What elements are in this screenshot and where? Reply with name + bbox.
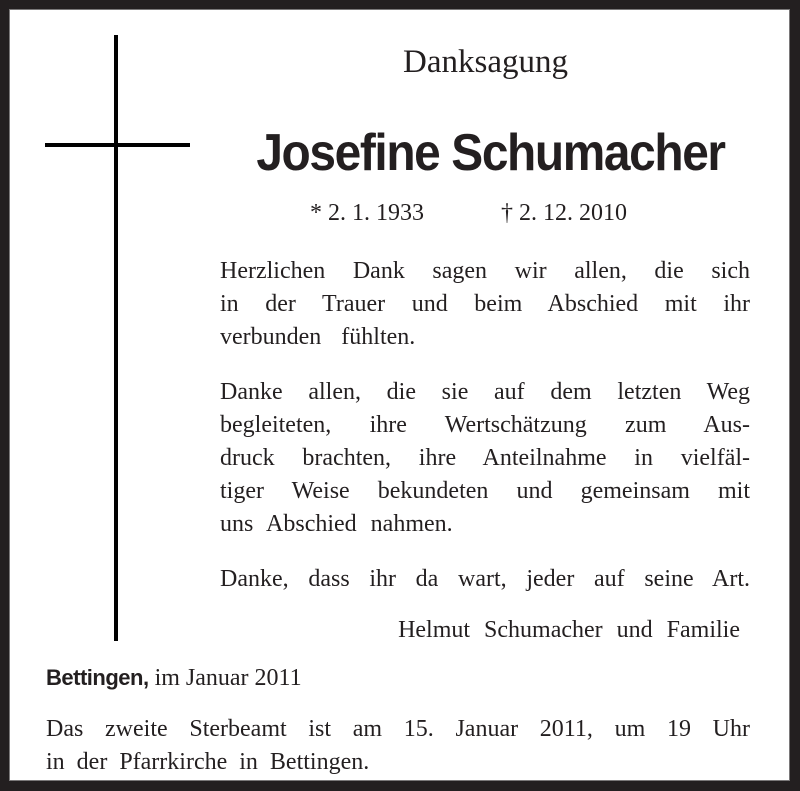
text-line: in der Trauer und beim Abschied mit ihr [220, 291, 750, 317]
text-line: druck brachten, ihre Anteilnahme in vielfäl- [220, 445, 750, 471]
text-line: Das zweite Sterbeamt ist am 15. Januar 2011, um 19 Uhr [46, 716, 750, 742]
text-line: in der Pfarrkirche in Bettingen. [46, 749, 370, 775]
thanks-paragraph-3 [220, 563, 750, 596]
deceased-name: Josefine Schumacher [256, 124, 725, 182]
service-notice [46, 713, 750, 779]
heading: Danksagung [403, 44, 568, 80]
text-line: uns Abschied nahmen. [220, 511, 453, 537]
birth-date: * 2. 1. 1933 [310, 200, 424, 226]
text-line: verbunden fühlten. [220, 324, 416, 350]
text-line: Danke, dass ihr da wart, jeder auf seine Art. [220, 566, 750, 592]
date-text: im Januar 2011 [154, 665, 302, 691]
text-line: tiger Weise bekundeten und gemeinsam mit [220, 478, 750, 504]
place-name: Bettingen, [46, 665, 149, 690]
death-date: † 2. 12. 2010 [501, 200, 627, 226]
text-line: Herzlichen Dank sagen wir allen, die sich [220, 258, 750, 284]
cross-icon-vertical-bar [114, 35, 118, 641]
thanks-paragraph-1 [220, 255, 750, 354]
text-line: begleiteten, ihre Wertschätzung zum Aus- [220, 412, 750, 438]
signature: Helmut Schumacher und Familie [398, 617, 740, 643]
place-date-line [46, 662, 302, 694]
obituary-card [9, 9, 790, 781]
text-line: Danke allen, die sie auf dem letzten Weg [220, 379, 750, 405]
thanks-paragraph-2 [220, 376, 750, 541]
life-dates [310, 198, 627, 228]
cross-icon-horizontal-bar [45, 143, 190, 147]
